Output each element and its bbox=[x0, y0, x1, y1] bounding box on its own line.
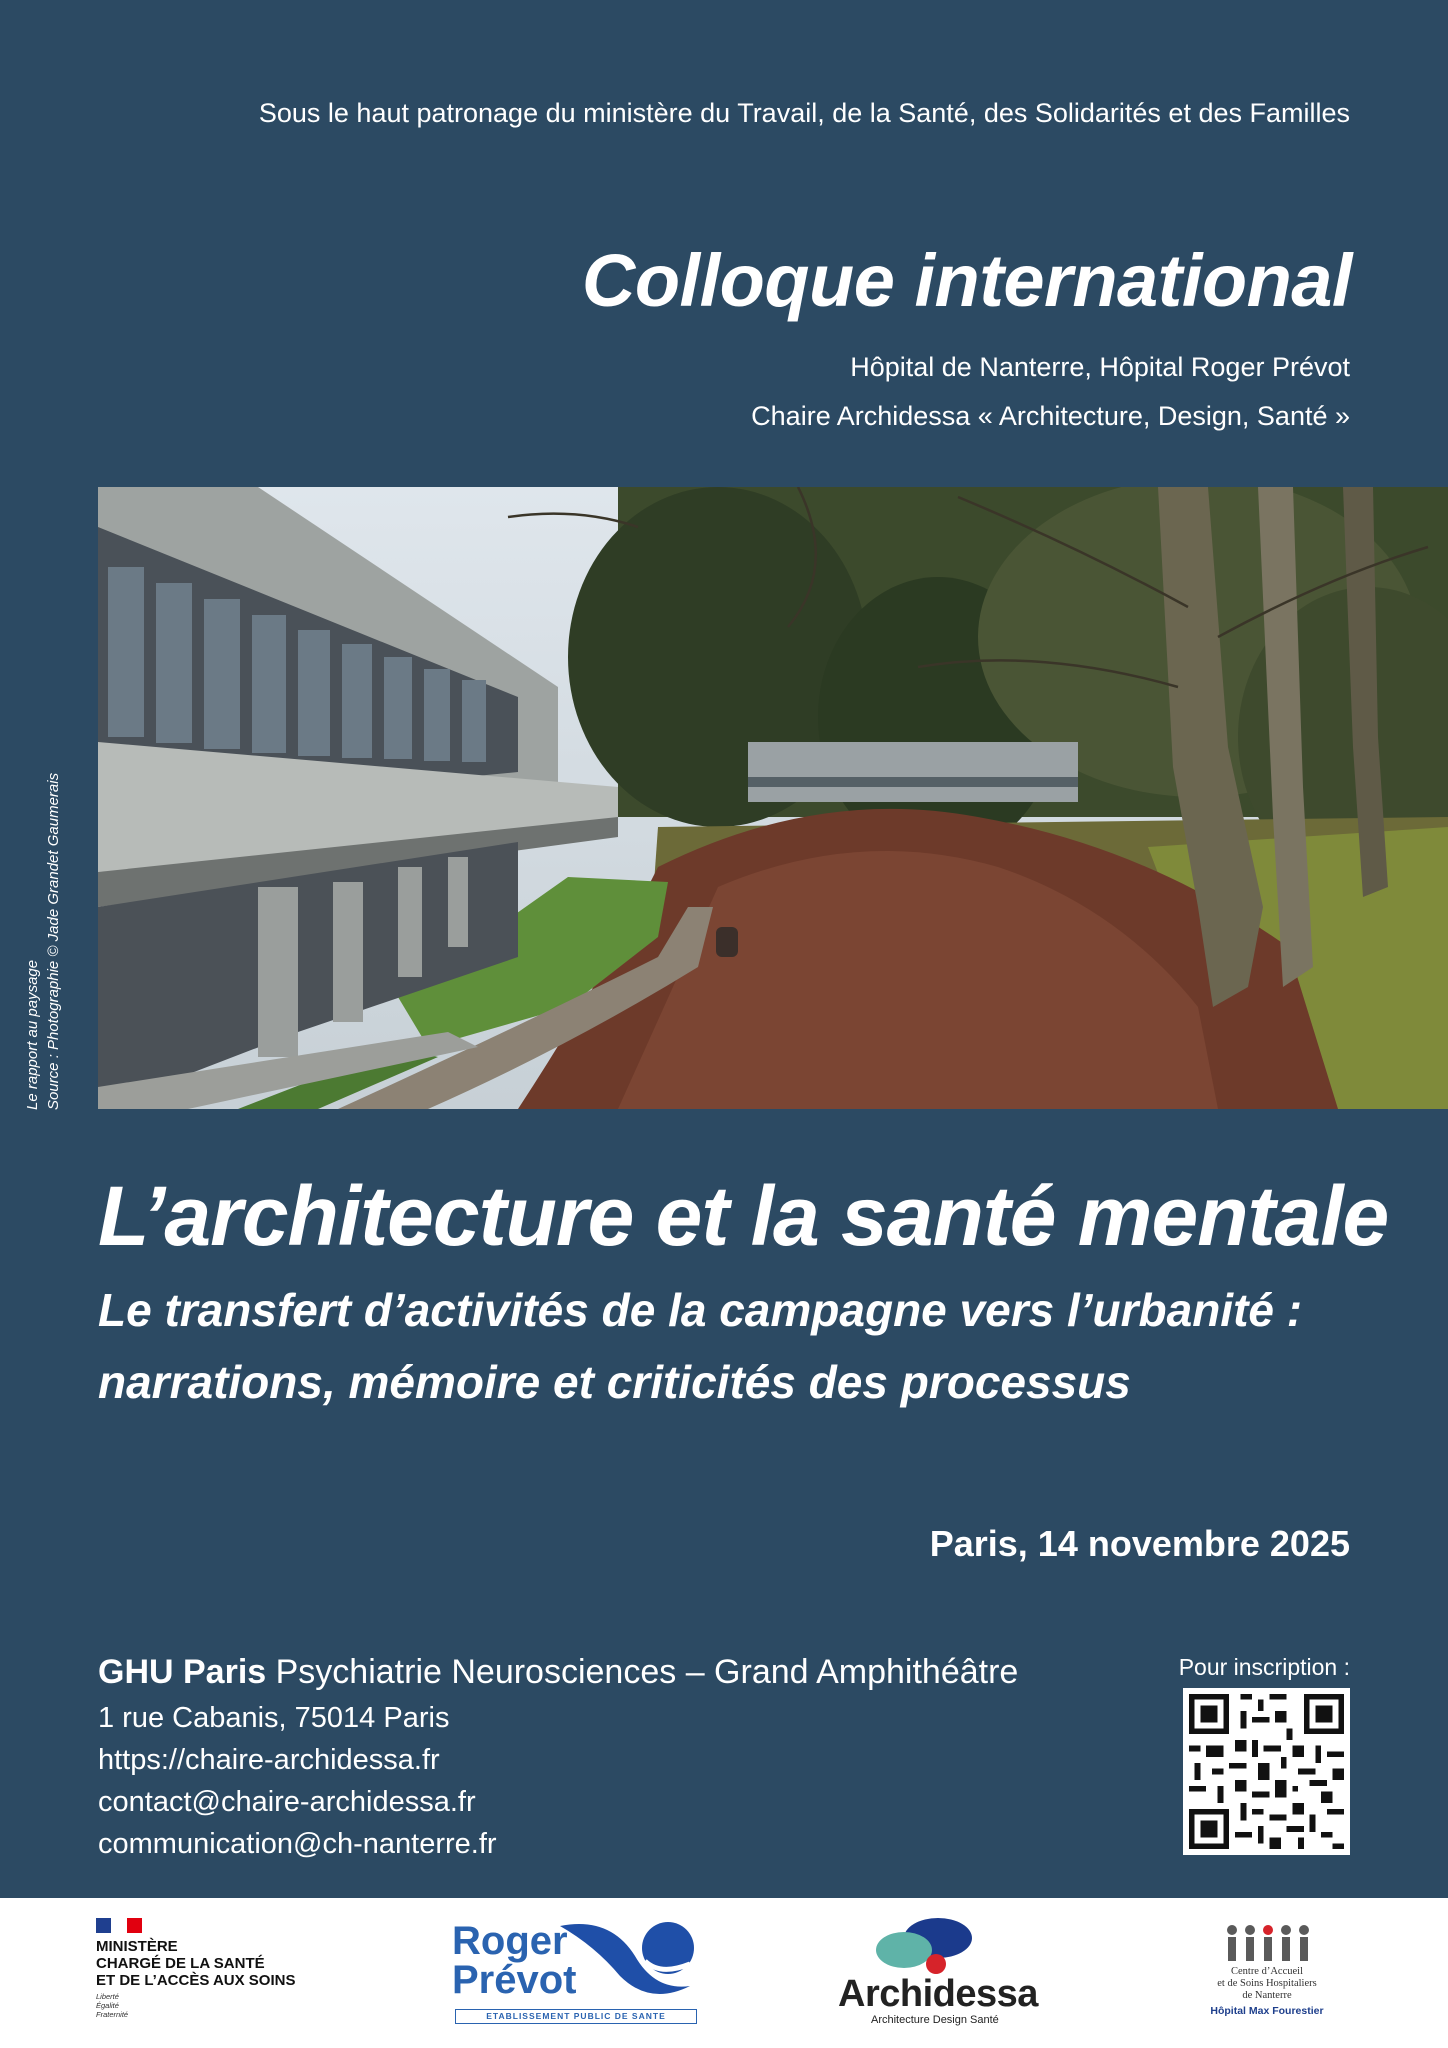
venue-name-rest: Psychiatrie Neurosciences – Grand Amphithéâtre bbox=[266, 1653, 1019, 1691]
motto-egalite: Égalité bbox=[96, 2001, 119, 2010]
republic-motto bbox=[96, 1992, 128, 2019]
venue-name-bold: GHU Paris bbox=[98, 1653, 267, 1691]
registration-label: Pour inscription : bbox=[1178, 1654, 1350, 1680]
cash-hospital-name: Hôpital Max Fourestier bbox=[1210, 2005, 1324, 2017]
host-line-2: Chaire Archidessa « Architecture, Design, Santé » bbox=[751, 401, 1350, 431]
archidessa-shapes-icon bbox=[876, 1916, 976, 1981]
archidessa-logo: Archidessa bbox=[838, 1973, 1038, 2015]
archidessa-subtitle: Architecture Design Santé bbox=[871, 2014, 999, 2026]
cash-people-icon bbox=[1222, 1922, 1314, 1969]
subtitle-line-2: narrations, mémoire et criticités des processus bbox=[98, 1356, 1131, 1408]
ministere-line-2: CHARGÉ DE LA SANTÉ bbox=[96, 1955, 265, 1972]
roger-prevot-line-1: Roger bbox=[452, 1919, 568, 1963]
hospital-landscape-photo bbox=[98, 487, 1448, 1109]
ministere-logo bbox=[96, 1938, 295, 1989]
roger-prevot-subtitle: ETABLISSEMENT PUBLIC DE SANTE bbox=[455, 2009, 697, 2024]
cash-line-2: et de Soins Hospitaliers bbox=[1217, 1978, 1317, 1989]
roger-prevot-swoosh-icon bbox=[560, 1916, 700, 2011]
motto-liberte: Liberté bbox=[96, 1992, 119, 2001]
photo-credit-caption: Le rapport au paysage bbox=[24, 959, 41, 1110]
venue-name bbox=[98, 1653, 1018, 1692]
communication-email-link[interactable]: communication@ch-nanterre.fr bbox=[98, 1828, 497, 1860]
roger-prevot-line-2: Prévot bbox=[452, 1958, 577, 2002]
french-flag-icon bbox=[96, 1918, 142, 1933]
contact-email-link[interactable]: contact@chaire-archidessa.fr bbox=[98, 1786, 476, 1818]
registration-qr-code[interactable] bbox=[1183, 1688, 1350, 1855]
website-link[interactable]: https://chaire-archidessa.fr bbox=[98, 1744, 440, 1776]
motto-fraternite: Fraternité bbox=[96, 2010, 129, 2019]
event-type-heading: Colloque international bbox=[581, 239, 1352, 322]
event-date: Paris, 14 novembre 2025 bbox=[929, 1523, 1350, 1564]
cash-logo-text bbox=[1182, 1966, 1352, 2002]
cash-line-1: Centre d’Accueil bbox=[1230, 1966, 1303, 1977]
venue-address: 1 rue Cabanis, 75014 Paris bbox=[98, 1702, 450, 1734]
cash-line-3: de Nanterre bbox=[1242, 1990, 1292, 2001]
roger-prevot-logo bbox=[452, 1919, 577, 2002]
ministere-line-3: ET DE L’ACCÈS AUX SOINS bbox=[96, 1972, 296, 1989]
photo-credit-source: Source : Photographie © Jade Grandet Gaumerais bbox=[45, 772, 62, 1110]
main-title: L’architecture et la santé mentale bbox=[98, 1169, 1389, 1263]
patronage-line: Sous le haut patronage du ministère du Travail, de la Santé, des Solidarités et des Familles bbox=[258, 98, 1350, 128]
photo-credit bbox=[22, 773, 64, 1110]
ministere-line-1: MINISTÈRE bbox=[96, 1938, 178, 1955]
subtitle-line-1: Le transfert d’activités de la campagne vers l’urbanité : bbox=[98, 1284, 1303, 1336]
host-line-1: Hôpital de Nanterre, Hôpital Roger Prévot bbox=[850, 352, 1350, 382]
